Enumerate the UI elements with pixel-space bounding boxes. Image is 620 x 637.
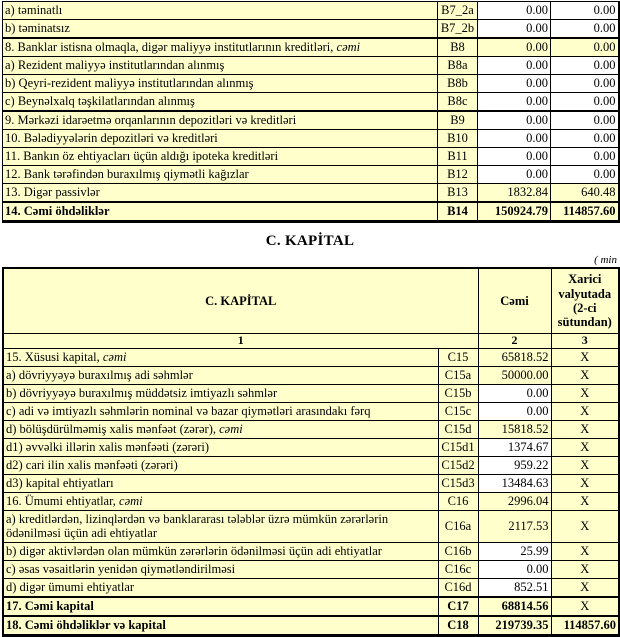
row-value-total-text: 0.00 [526,131,548,146]
row-value-foreign-na [551,402,619,420]
row-value-total [478,148,551,166]
row-code-text: C16a [444,518,472,533]
row-value-total-text: 0.00 [526,404,549,419]
row-label [3,166,438,184]
row-label-text: 9. Mərkəzi idarəetmə orqanlarının depozitləri və kreditləri [5,113,297,128]
row-value-total [478,542,551,560]
column-number-2: 2 [478,334,551,349]
row-code-text: C15d3 [441,476,475,491]
row-code [438,474,478,492]
row-label [3,542,438,560]
row-value-foreign-na [551,366,619,384]
row-code [438,93,478,112]
row-label [3,2,438,20]
table-row [3,384,619,402]
row-label-text: 18. Cəmi öhdəliklər və kapital [6,617,166,632]
row-label-text: 12. Bank tərəfindən buraxılmış qiymətli kağızlar [5,167,249,182]
row-value-total-text: 852.51 [514,579,549,594]
row-code [438,616,478,636]
row-label [3,184,438,203]
row-value-foreign-na-text: X [580,579,590,594]
row-value-total-text: 0.00 [526,40,548,55]
row-label [3,148,438,166]
row-value-total-text: 0.00 [526,21,548,36]
table-row [3,578,619,597]
row-value-total-text: 0.00 [526,58,548,73]
row-label [3,384,438,402]
row-value-foreign-na-text: X [580,458,590,473]
table-row [3,438,619,456]
row-label-text: 16. Ümumi ehtiyatlar, [6,494,120,509]
row-label-text: c) Beynəlxalq təşkilatlarından alınmış [5,94,195,109]
row-value-foreign-text: 0.00 [593,58,616,73]
row-code [438,438,478,456]
row-value-total [478,597,551,616]
row-value-total-text: 1374.67 [507,440,549,455]
row-value-foreign-na-text: X [580,404,590,419]
row-label [3,366,438,384]
row-label-italic-text: cəmi [102,350,127,365]
column-number-1: 1 [3,334,478,349]
row-code-text: C15d1 [441,440,475,455]
row-code-text: C15d [444,422,472,437]
row-value-foreign [551,130,619,148]
row-value-foreign-na [551,492,619,510]
row-value-total [478,75,551,93]
row-value-total [478,456,551,474]
row-value-foreign-na [551,474,619,492]
table-row [3,38,619,57]
row-value-total [478,402,551,420]
capital-header-total: Cəmi [478,268,551,334]
row-value-foreign-na [551,438,619,456]
row-value-total [478,130,551,148]
row-value-total [478,20,551,39]
row-value-foreign [551,38,619,57]
row-value-total-text: 50000.00 [501,368,549,383]
row-label [3,510,438,542]
row-value-foreign-na-text: X [580,350,590,365]
row-label-text: 10. Bələdiyyələrin depozitləri və kreditləri [5,131,218,146]
row-value-total-text: 13484.63 [501,476,549,491]
row-code [438,20,478,39]
table-row [3,542,619,560]
table-row [3,20,619,39]
row-code [438,2,478,20]
row-value-total-text: 150924.79 [494,204,548,219]
row-value-total [478,384,551,402]
row-value-foreign-na-text: X [580,386,590,401]
table-row [3,166,619,184]
row-label-text: 14. Cəmi öhdəliklər [5,204,110,219]
row-label-text: 11. Bankın öz ehtiyacları üçün aldığı ipoteka kreditləri [5,149,279,164]
table-row [3,616,619,636]
row-code-text: C15 [447,350,469,365]
row-code-text: B9 [450,113,465,128]
row-label-italic-text: cəmi [336,40,361,55]
row-code-text: B8a [447,58,468,73]
row-code [438,111,478,130]
capital-header-title: C. KAPİTAL [3,268,478,334]
row-value-foreign-na [551,348,619,366]
row-value-foreign-na [551,597,619,616]
row-value-total-text: 0.00 [526,386,549,401]
row-label-text: d) bölüşdürülməmiş xalis mənfəət (zərər), [6,422,220,437]
row-label-italic-text: cəmi [119,494,143,509]
capital-table [2,267,620,637]
row-code-text: C16b [444,543,472,558]
row-code-text: B8 [450,40,465,55]
row-code-text: C17 [447,598,469,613]
row-value-foreign-na [551,578,619,597]
row-code-text: C15b [444,386,472,401]
row-value-total-text: 65818.52 [501,350,549,365]
row-code [438,542,478,560]
row-code [438,560,478,578]
row-value-total-text: 959.22 [514,458,549,473]
row-code [438,384,478,402]
row-label-text: 17. Cəmi kapital [6,598,94,613]
row-label-text: d2) cari ilin xalis mənfəəti (zərəri) [6,458,178,473]
row-value-foreign [551,148,619,166]
row-value-foreign-na [551,560,619,578]
table-row [3,2,619,20]
row-label-text: a) təminatlı [5,3,63,18]
row-label-text: 13. Digər passivlər [5,185,100,200]
row-value-foreign-text: 114857.60 [563,617,616,632]
row-value-foreign [551,57,619,75]
row-value-foreign-na-text: X [580,440,590,455]
row-value-foreign-text: 0.00 [593,167,616,182]
row-label [3,38,438,57]
row-label-text: 8. Banklar istisna olmaqla, digər maliyyə institutlarının kreditləri, [5,40,337,55]
table-row [3,597,619,616]
row-code-text: C15c [444,404,472,419]
row-code [438,184,478,203]
table-row [3,202,619,222]
row-label [3,474,438,492]
row-value-foreign-na-text: X [580,543,590,558]
row-label [3,420,438,438]
row-label [3,20,438,39]
table-row [3,560,619,578]
row-label-italic-text: cəmi [219,422,243,437]
unit-note: ( min [594,254,617,266]
row-label-text: a) kreditlərdən, lizinqlərdən və banklararası tələblər üzrə mümkün zərərlərin ödənilməsi üçün adi ehtiyatlar [6,511,389,541]
row-code-text: B8b [447,76,468,91]
row-value-total-text: 0.00 [526,94,548,109]
capital-column-number-row [3,334,619,349]
row-code [438,166,478,184]
row-value-foreign-na-text: X [580,561,590,576]
table-row [3,366,619,384]
row-value-foreign-na [551,510,619,542]
row-value-total-text: 0.00 [526,167,548,182]
row-value-total [478,93,551,112]
row-code [438,148,478,166]
row-code [438,492,478,510]
row-value-total [478,438,551,456]
row-value-foreign [551,2,619,20]
row-code-text: B13 [447,185,468,200]
row-code-text: C16c [444,561,472,576]
row-value-foreign-text: 0.00 [593,21,616,36]
row-label-text: b) digər aktivlərdən olan mümkün zərərlərin ödənilməsi üçün adi ehtiyatlar [6,543,382,558]
table-row [3,148,619,166]
table-row [3,348,619,366]
liabilities-table [2,1,620,223]
table-row [3,75,619,93]
row-label-text: d) digər ümumi ehtiyatlar [6,579,135,594]
row-label-text: 15. Xüsusi kapital, [6,350,103,365]
row-code-text: B8c [447,94,468,109]
section-title: C. KAPİTAL [265,233,355,249]
row-value-total-text: 25.99 [520,543,549,558]
row-label-text: b) Qeyri-rezident maliyyə institutlarından alınmış [5,76,254,91]
row-value-total [478,578,551,597]
row-value-foreign [551,75,619,93]
table-row [3,420,619,438]
row-value-foreign-text: 0.00 [593,40,616,55]
row-code-text: B12 [447,167,468,182]
table-row [3,130,619,148]
row-code [438,130,478,148]
row-label-text: a) dövriyyəyə buraxılmış adi səhmlər [6,368,193,383]
row-value-total-text: 15818.52 [501,422,549,437]
row-value-total-text: 0.00 [526,561,549,576]
row-value-foreign-na-text: X [580,476,590,491]
table-row [3,474,619,492]
row-code [438,402,478,420]
row-label [3,597,438,616]
row-label [3,560,438,578]
row-value-total [478,366,551,384]
row-code-text: C18 [447,617,469,632]
row-code [438,75,478,93]
row-label [3,438,438,456]
row-value-foreign-na [551,456,619,474]
row-label-text: c) adi və imtiyazlı səhmlərin nominal və bazar qiymətləri arasındakı fərq [6,404,371,419]
row-value-total [478,492,551,510]
row-code [438,597,478,616]
row-label [3,578,438,597]
row-code [438,510,478,542]
row-value-total-text: 2996.04 [507,494,549,509]
row-value-total [478,510,551,542]
row-label [3,402,438,420]
row-code-text: C16d [444,579,472,594]
row-value-foreign-na-text: X [580,422,590,437]
row-value-foreign-na-text: X [580,368,590,383]
row-value-total [478,184,551,203]
row-value-total [478,202,551,222]
row-code-text: B14 [447,204,468,219]
row-value-foreign-na [551,384,619,402]
row-code [438,57,478,75]
table-row [3,57,619,75]
table-row [3,456,619,474]
row-value-total [478,57,551,75]
row-code-text: B11 [447,149,468,164]
row-value-foreign-na-text: X [580,598,590,613]
column-number-3: 3 [551,334,619,349]
row-code [438,366,478,384]
row-value-total-text: 219739.35 [495,617,549,632]
row-code [438,38,478,57]
row-value-total-text: 2117.53 [508,518,549,533]
row-label [3,456,438,474]
row-value-foreign-text: 0.00 [593,149,616,164]
row-value-total-text: 1832.84 [507,185,548,200]
row-value-total [478,560,551,578]
row-value-total [478,420,551,438]
row-code-text: C16 [447,494,469,509]
row-label [3,492,438,510]
table-row [3,184,619,203]
row-label [3,130,438,148]
row-label-text: d1) əvvəlki illərin xalis mənfəəti (zərəri) [6,440,210,455]
row-value-total-text: 0.00 [526,76,548,91]
row-value-foreign-text: 0.00 [593,3,616,18]
row-value-foreign [551,166,619,184]
row-code-text: B7_2b [440,21,475,36]
row-label [3,202,438,222]
table-row [3,510,619,542]
row-label-text: a) Rezident maliyyə institutlarından alınmış [5,58,225,73]
table-row [3,93,619,112]
row-value-foreign-text: 0.00 [593,76,616,91]
row-code [438,348,478,366]
row-code-text: B10 [447,131,468,146]
row-value-foreign-text: 0.00 [593,94,616,109]
row-label [3,75,438,93]
row-value-total-text: 0.00 [526,3,548,18]
row-value-foreign-na [551,542,619,560]
row-value-total [478,38,551,57]
row-value-total-text: 0.00 [526,113,548,128]
row-value-foreign [551,184,619,203]
row-value-total [478,616,551,636]
row-value-foreign [551,20,619,39]
row-value-foreign-na-text: X [580,494,590,509]
row-value-total [478,166,551,184]
table-row [3,111,619,130]
row-label [3,616,438,636]
row-code-text: B7_2a [441,3,474,18]
row-value-foreign-text: 0.00 [593,131,616,146]
row-value-total-text: 0.00 [526,149,548,164]
row-code-text: C15a [444,368,472,383]
row-label-text: b) təminatsız [5,21,70,36]
row-value-total [478,348,551,366]
row-value-foreign [551,111,619,130]
row-code [438,578,478,597]
row-label [3,93,438,112]
row-value-foreign [551,93,619,112]
row-value-foreign-na-text: X [580,518,590,533]
row-label-text: c) əsas vəsaitlərin yenidən qiymətləndirilməsi [6,561,236,576]
row-value-total [478,2,551,20]
capital-table-header-row [3,268,619,334]
row-value-foreign-text: 0.00 [593,113,616,128]
capital-header-foreign: Xarici valyutada (2-ci sütundan) [551,268,619,334]
row-label-text: d3) kapital ehtiyatları [6,476,114,491]
table-row [3,402,619,420]
row-label [3,111,438,130]
row-code-text: C15d2 [441,458,475,473]
row-value-foreign [551,616,619,636]
row-code [438,202,478,222]
row-code [438,420,478,438]
row-label [3,57,438,75]
row-value-foreign-text: 640.48 [581,185,616,200]
row-value-total [478,111,551,130]
table-row [3,492,619,510]
row-value-foreign-na [551,420,619,438]
row-value-foreign [551,202,619,222]
row-code [438,456,478,474]
row-value-foreign-text: 114857.60 [563,204,616,219]
row-value-total-text: 68814.56 [501,598,549,613]
row-label-text: b) dövriyyəyə buraxılmış müddətsiz imtiyazlı səhmlər [6,386,278,401]
row-label [3,348,438,366]
row-value-total [478,474,551,492]
